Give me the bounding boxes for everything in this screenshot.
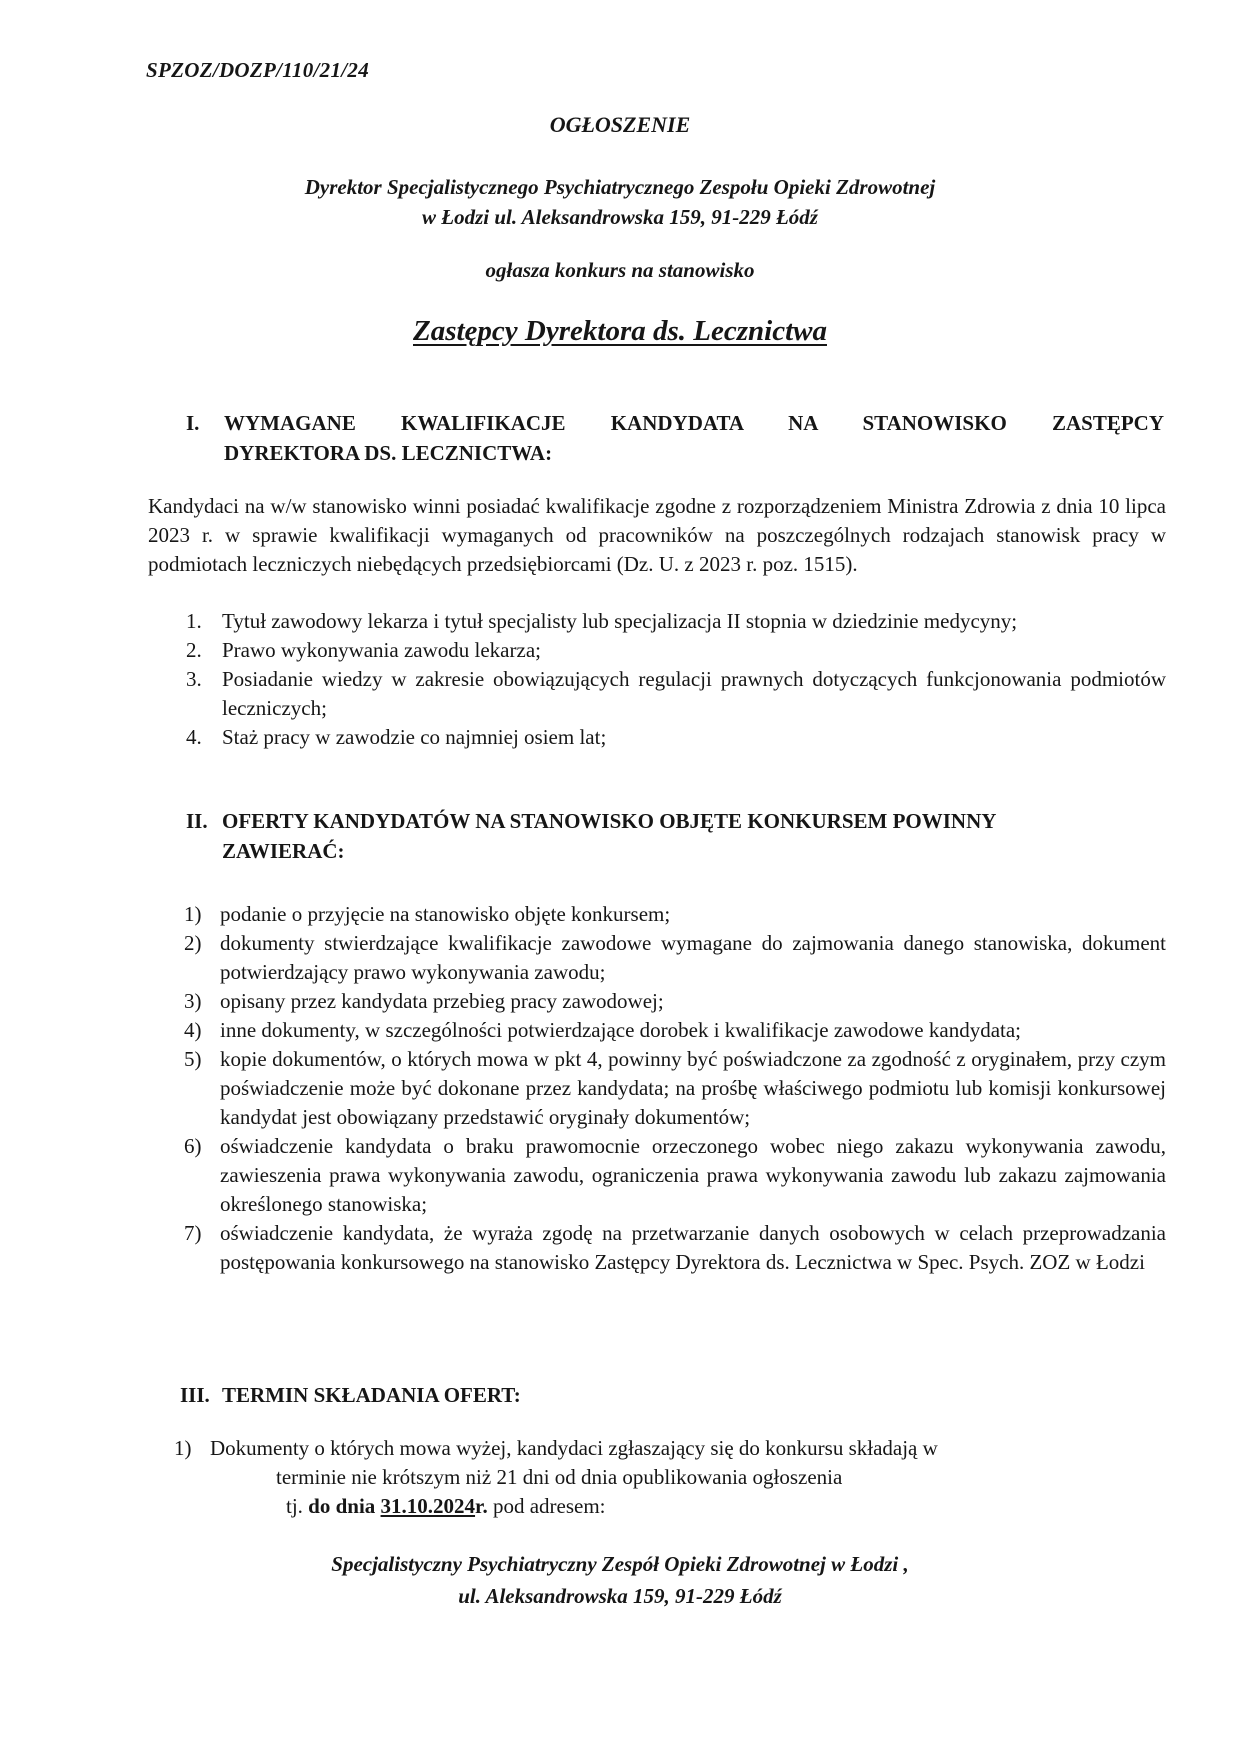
deadline-year-marker: r.: [475, 1494, 488, 1518]
submission-list: [174, 1434, 1090, 1521]
submission-address: [0, 1548, 1240, 1612]
document-reference: SPZOZ/DOZP/110/21/24: [146, 58, 369, 82]
announcement-title: OGŁOSZENIE: [549, 112, 691, 137]
list-item: [184, 1219, 1166, 1277]
list-item-marker: 1.: [186, 609, 202, 633]
submission-line-2: terminie nie krótszym niż 21 dni od dnia opublikowania ogłoszenia: [276, 1465, 843, 1489]
position-title: Zastępcy Dyrektora ds. Lecznictwa: [413, 315, 827, 347]
section-1-number: I.: [186, 411, 200, 435]
section-2-number: II.: [186, 809, 208, 833]
section-1-heading-line-1: WYMAGANE KWALIFIKACJE KANDYDATA NA STANOWISKO ZASTĘPCY: [224, 411, 1164, 435]
list-item: [186, 723, 1166, 752]
list-item: [186, 607, 1166, 636]
deadline-suffix: pod adresem:: [492, 1494, 606, 1518]
list-item-text: Staż pracy w zawodzie co najmniej osiem lat;: [222, 725, 607, 749]
list-item-marker: 6): [184, 1134, 202, 1158]
director-statement: [0, 172, 1240, 232]
list-item-marker: 2): [184, 931, 202, 955]
list-item-text: oświadczenie kandydata o braku prawomocnie orzeczonego wobec niego zakazu wykonywania zawodu, zawieszenia prawa wykonywania zawodu, ograniczenia prawa wykonywania zawodu lub zakazu zajmowania określonego stanowiska;: [220, 1134, 1166, 1216]
deadline-date: 31.10.2024: [380, 1494, 476, 1518]
section-1-heading-line-2: DYREKTORA DS. LECZNICTWA:: [224, 441, 553, 465]
list-item: [184, 1016, 1166, 1045]
submission-line-1: Dokumenty o których mowa wyżej, kandydaci zgłaszający się do konkursu składają w: [210, 1436, 938, 1460]
list-item: [186, 636, 1166, 665]
list-item-marker: 3): [184, 989, 202, 1013]
list-item-marker: 4): [184, 1018, 202, 1042]
list-item-marker: 2.: [186, 638, 202, 662]
list-item-marker: 1): [184, 902, 202, 926]
list-item: [184, 900, 1166, 929]
submission-deadline: [210, 1492, 1090, 1521]
section-3-heading-text: TERMIN SKŁADANIA OFERT:: [222, 1383, 521, 1407]
address-line-1: Specjalistyczny Psychiatryczny Zespół Opieki Zdrowotnej w Łodzi ,: [331, 1552, 909, 1576]
section-3-number: III.: [180, 1383, 210, 1407]
list-item: [184, 1132, 1166, 1219]
section-1-intro: Kandydaci na w/w stanowisko winni posiadać kwalifikacje zgodne z rozporządzeniem Ministra Zdrowia z dnia 10 lipca 2023 r. w sprawie kwalifikacji wymaganych od pracowników na poszczególnych rodzajach stanowisk pracy w podmiotach leczniczych niebędących przedsiębiorcami (Dz. U. z 2023 r. poz. 1515).: [148, 494, 1166, 576]
section-2-heading-line-2: ZAWIERAĆ:: [222, 839, 345, 863]
address-line-2: ul. Aleksandrowska 159, 91-229 Łódź: [458, 1584, 782, 1608]
list-item: [184, 929, 1166, 987]
list-item-text: oświadczenie kandydata, że wyraża zgodę na przetwarzanie danych osobowych w celach przeprowadzania postępowania konkursowego na stanowisko Zastępcy Dyrektora ds. Lecznictwa w Spec. Psych. ZOZ w Łodzi: [220, 1221, 1166, 1274]
deadline-label: do dnia: [308, 1494, 376, 1518]
list-item-text: opisany przez kandydata przebieg pracy zawodowej;: [220, 989, 664, 1013]
list-item-text: podanie o przyjęcie na stanowisko objęte konkursem;: [220, 902, 671, 926]
section-2-heading-line-1: OFERTY KANDYDATÓW NA STANOWISKO OBJĘTE KONKURSEM POWINNY: [222, 809, 997, 833]
list-item-text: kopie dokumentów, o których mowa w pkt 4, powinny być poświadczone za zgodność z oryginałem, przy czym poświadczenie może być dokonane przez kandydata; na prośbę właściwego podmiotu lub komisji konkursowej kandydat jest obowiązany przedstawić oryginały dokumentów;: [220, 1047, 1166, 1129]
list-item-marker: 7): [184, 1221, 202, 1245]
deadline-prefix: tj.: [286, 1494, 303, 1518]
list-item: [186, 665, 1166, 723]
director-line-1: Dyrektor Specjalistycznego Psychiatrycznego Zespołu Opieki Zdrowotnej: [304, 175, 936, 199]
qualifications-list: [186, 607, 1166, 752]
list-item: [184, 1045, 1166, 1132]
list-item-text: Prawo wykonywania zawodu lekarza;: [222, 638, 541, 662]
list-item: [174, 1434, 1090, 1521]
list-item: [184, 987, 1166, 1016]
offer-contents-list: [184, 900, 1166, 1277]
list-item-marker: 1): [174, 1436, 192, 1460]
proclaims-line: ogłasza konkurs na stanowisko: [485, 258, 755, 282]
list-item-marker: 4.: [186, 725, 202, 749]
list-item-text: inne dokumenty, w szczególności potwierdzające dorobek i kwalifikacje zawodowe kandydata;: [220, 1018, 1022, 1042]
list-item-text: Tytuł zawodowy lekarza i tytuł specjalisty lub specjalizacja II stopnia w dziedzinie medycyny;: [222, 609, 1018, 633]
director-line-2: w Łodzi ul. Aleksandrowska 159, 91-229 Łódź: [422, 205, 818, 229]
list-item-marker: 3.: [186, 667, 202, 691]
list-item-marker: 5): [184, 1047, 202, 1071]
list-item-text: Posiadanie wiedzy w zakresie obowiązujących regulacji prawnych dotyczących funkcjonowania podmiotów leczniczych;: [222, 667, 1166, 720]
list-item-text: dokumenty stwierdzające kwalifikacje zawodowe wymagane do zajmowania danego stanowiska, dokument potwierdzający prawo wykonywania zawodu;: [220, 931, 1166, 984]
